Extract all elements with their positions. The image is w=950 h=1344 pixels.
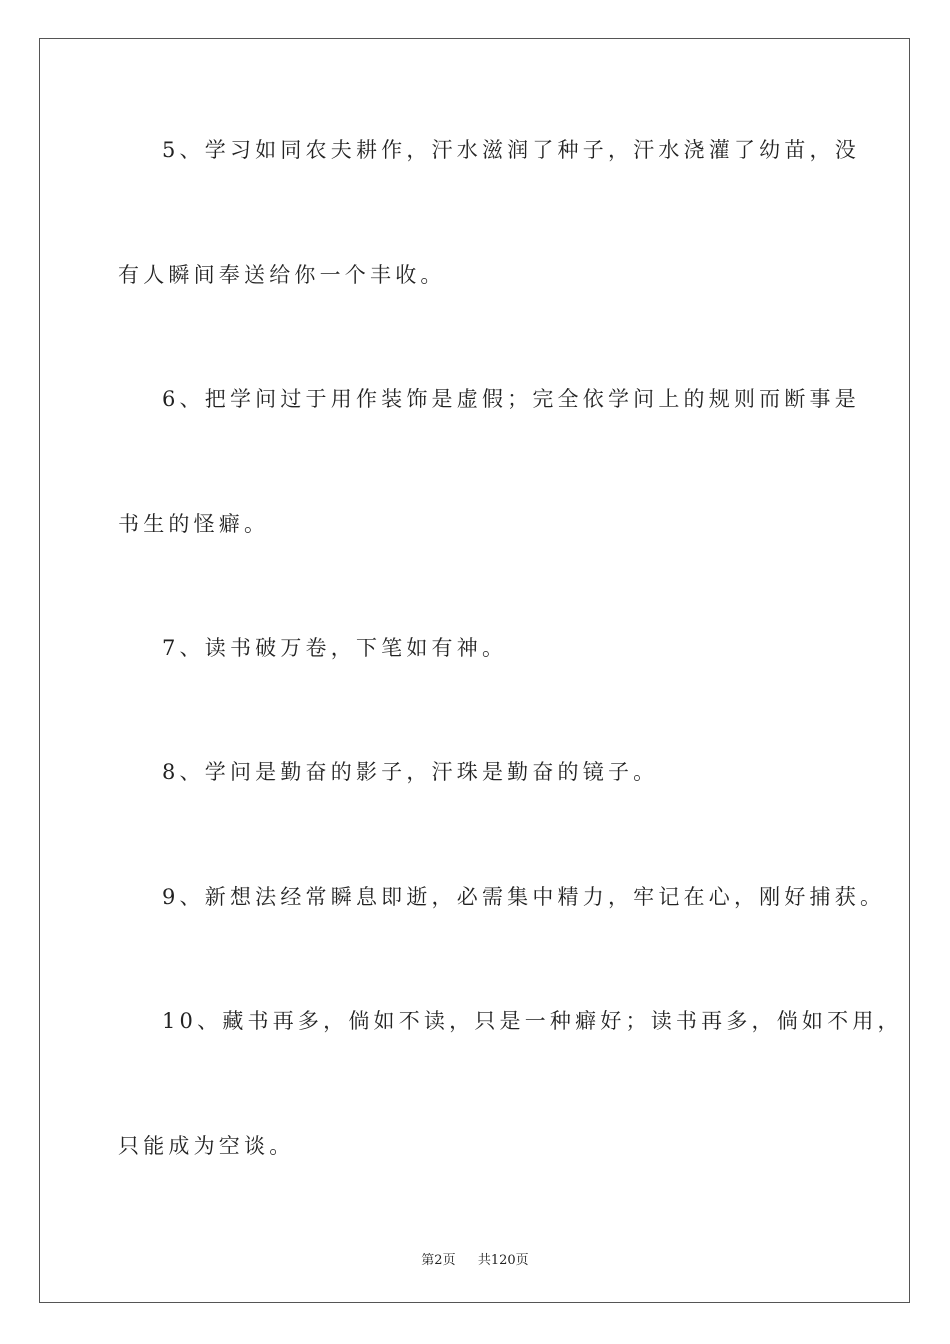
paragraph-9-line-1: 9、新想法经常瞬息即逝，必需集中精力，牢记在心，刚好捕获。 [162,885,886,909]
paragraph-10-line-2: 只能成为空谈。 [118,1134,295,1158]
paragraph-5-line-1: 5、学习如同农夫耕作，汗水滋润了种子，汗水浇灌了幼苗，没 [162,138,860,162]
paragraph-6-line-1: 6、把学问过于用作装饰是虚假；完全依学问上的规则而断事是 [162,387,860,411]
paragraph-10-line-1: 10、藏书再多，倘如不读，只是一种癖好；读书再多，倘如不用， [162,1009,903,1033]
page-total: 共120页 [477,1253,529,1268]
paragraph-7-line-1: 7、读书破万卷，下笔如有神。 [162,636,508,660]
paragraph-5-line-2: 有人瞬间奉送给你一个丰收。 [118,263,446,287]
page-number: 第2页 [421,1253,456,1268]
paragraph-6-line-2: 书生的怪癖。 [118,512,270,536]
page-footer [0,1249,950,1268]
paragraph-8-line-1: 8、学问是勤奋的影子，汗珠是勤奋的镜子。 [162,760,659,784]
page-frame [39,38,910,1303]
